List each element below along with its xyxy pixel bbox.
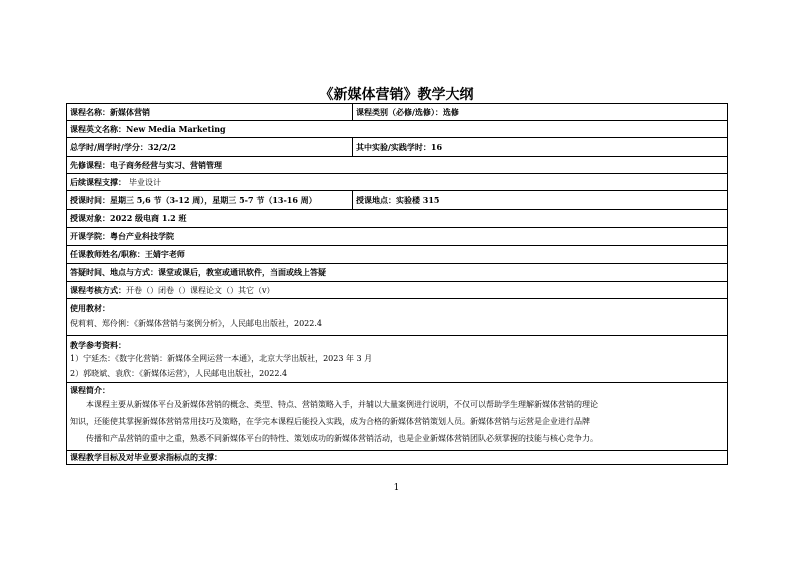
hours-cell <box>67 138 352 156</box>
prereq-label: 先修课程： <box>70 159 110 170</box>
row-course-name <box>67 104 727 121</box>
lab-hours-value: 16 <box>430 142 443 152</box>
row-prereq <box>67 157 727 174</box>
reference-item: 2）郭晓斌、袁欣：《新媒体运营》，人民邮电出版社，2022.4 <box>70 369 288 378</box>
textbook-value: 倪莉莉、郑伶俐：《新媒体营销与案例分析》，人民邮电出版社，2022.4 <box>70 319 322 328</box>
course-name-cell <box>67 104 352 120</box>
row-references <box>67 336 727 383</box>
assessment-value: 开卷（）闭卷（）课程论文（）其它（v） <box>126 285 275 295</box>
course-category-cell <box>352 104 727 120</box>
followup-label: 后续课程支撑： <box>70 176 126 187</box>
textbook-label: 使用教材： <box>70 303 110 313</box>
course-category-value: 选修 <box>442 106 459 117</box>
teacher-value: 王婧宇老师 <box>144 249 185 259</box>
row-teacher <box>67 246 727 264</box>
hours-value: 32/2/2 <box>147 142 176 152</box>
schedule-cell <box>67 191 352 209</box>
row-schedule <box>67 191 727 210</box>
college-value: 粤台产业科技学院 <box>110 231 174 241</box>
syllabus-table <box>66 103 728 465</box>
location-value: 实验楼 315 <box>396 194 440 205</box>
prereq-cell <box>67 157 727 173</box>
page-title: 《新媒体营销》教学大纲 <box>319 87 474 103</box>
objectives-label: 课程教学目标及对毕业要求指标点的支撑： <box>70 452 222 462</box>
row-qa <box>67 264 727 282</box>
college-cell <box>67 228 727 245</box>
assessment-label: 课程考核方式： <box>70 284 126 295</box>
row-audience <box>67 210 727 228</box>
audience-label: 授课对象： <box>70 213 110 223</box>
intro-label: 课程简介： <box>70 385 110 395</box>
schedule-value: 星期三 5,6 节（3-12 周），星期三 5-7 节（13-16 周） <box>110 194 317 205</box>
reference-item: 1）宁延杰：《数字化营销：新媒体全网运营一本通》，北京大学出版社，2023 年 3 月 <box>70 354 373 363</box>
objectives-cell <box>67 451 727 464</box>
references-label: 教学参考资料： <box>70 340 126 350</box>
location-label: 授课地点： <box>356 194 396 205</box>
intro-line: 本课程主要从新媒体平台及新媒体营销的概念、类型、特点、营销策略入手，并辅以大量案例进行说明，不仅可以帮助学生理解新媒体营销的理论 <box>86 400 598 409</box>
qa-cell <box>67 264 727 281</box>
lab-hours-label: 其中实验/实践学时： <box>356 141 431 152</box>
followup-cell <box>67 174 727 190</box>
prereq-value: 电子商务经营与实习、营销管理 <box>110 159 222 170</box>
english-name-value: New Media Marketing <box>126 124 226 134</box>
teacher-cell <box>67 246 727 263</box>
lab-hours-cell <box>352 138 727 156</box>
followup-value: 毕业设计 <box>129 177 161 187</box>
course-category-label: 课程类别（必修/选修）： <box>356 106 443 117</box>
qa-value: 课堂或课后，教室或通讯软件，当面或线上答疑 <box>158 267 326 277</box>
course-name-label: 课程名称： <box>70 106 110 117</box>
row-english-name <box>67 121 727 138</box>
hours-label: 总学时/周学时/学分： <box>70 141 148 152</box>
college-label: 开课学院： <box>70 231 110 241</box>
row-textbook <box>67 299 727 336</box>
teacher-label: 任课教师姓名/职称： <box>70 249 145 259</box>
row-intro <box>67 383 727 451</box>
row-college <box>67 228 727 246</box>
audience-value: 2022 级电商 1.2 班 <box>110 213 187 223</box>
row-followup <box>67 174 727 191</box>
page-number: 1 <box>393 483 400 493</box>
row-objectives <box>67 451 727 464</box>
assessment-cell <box>67 282 727 298</box>
qa-label: 答疑时间、地点与方式： <box>70 267 158 277</box>
english-name-cell <box>67 121 727 137</box>
intro-line: 传播和产品营销的重中之重，熟悉不同新媒体平台的特性、策划成功的新媒体营销活动，也是企业新媒体营销团队必须掌握的技能与核心竞争力。 <box>86 434 598 443</box>
schedule-label: 授课时间： <box>70 194 110 205</box>
row-hours <box>67 138 727 157</box>
intro-line: 知识，还能使其掌握新媒体营销常用技巧及策略，在学完本课程后能投入实践，成为合格的新媒体营销策划人员。新媒体营销与运营是企业进行品牌 <box>70 417 590 426</box>
location-cell <box>352 191 727 209</box>
row-assessment <box>67 282 727 299</box>
course-name-value: 新媒体营销 <box>110 106 150 117</box>
english-name-label: 课程英文名称： <box>70 123 126 134</box>
audience-cell <box>67 210 727 227</box>
